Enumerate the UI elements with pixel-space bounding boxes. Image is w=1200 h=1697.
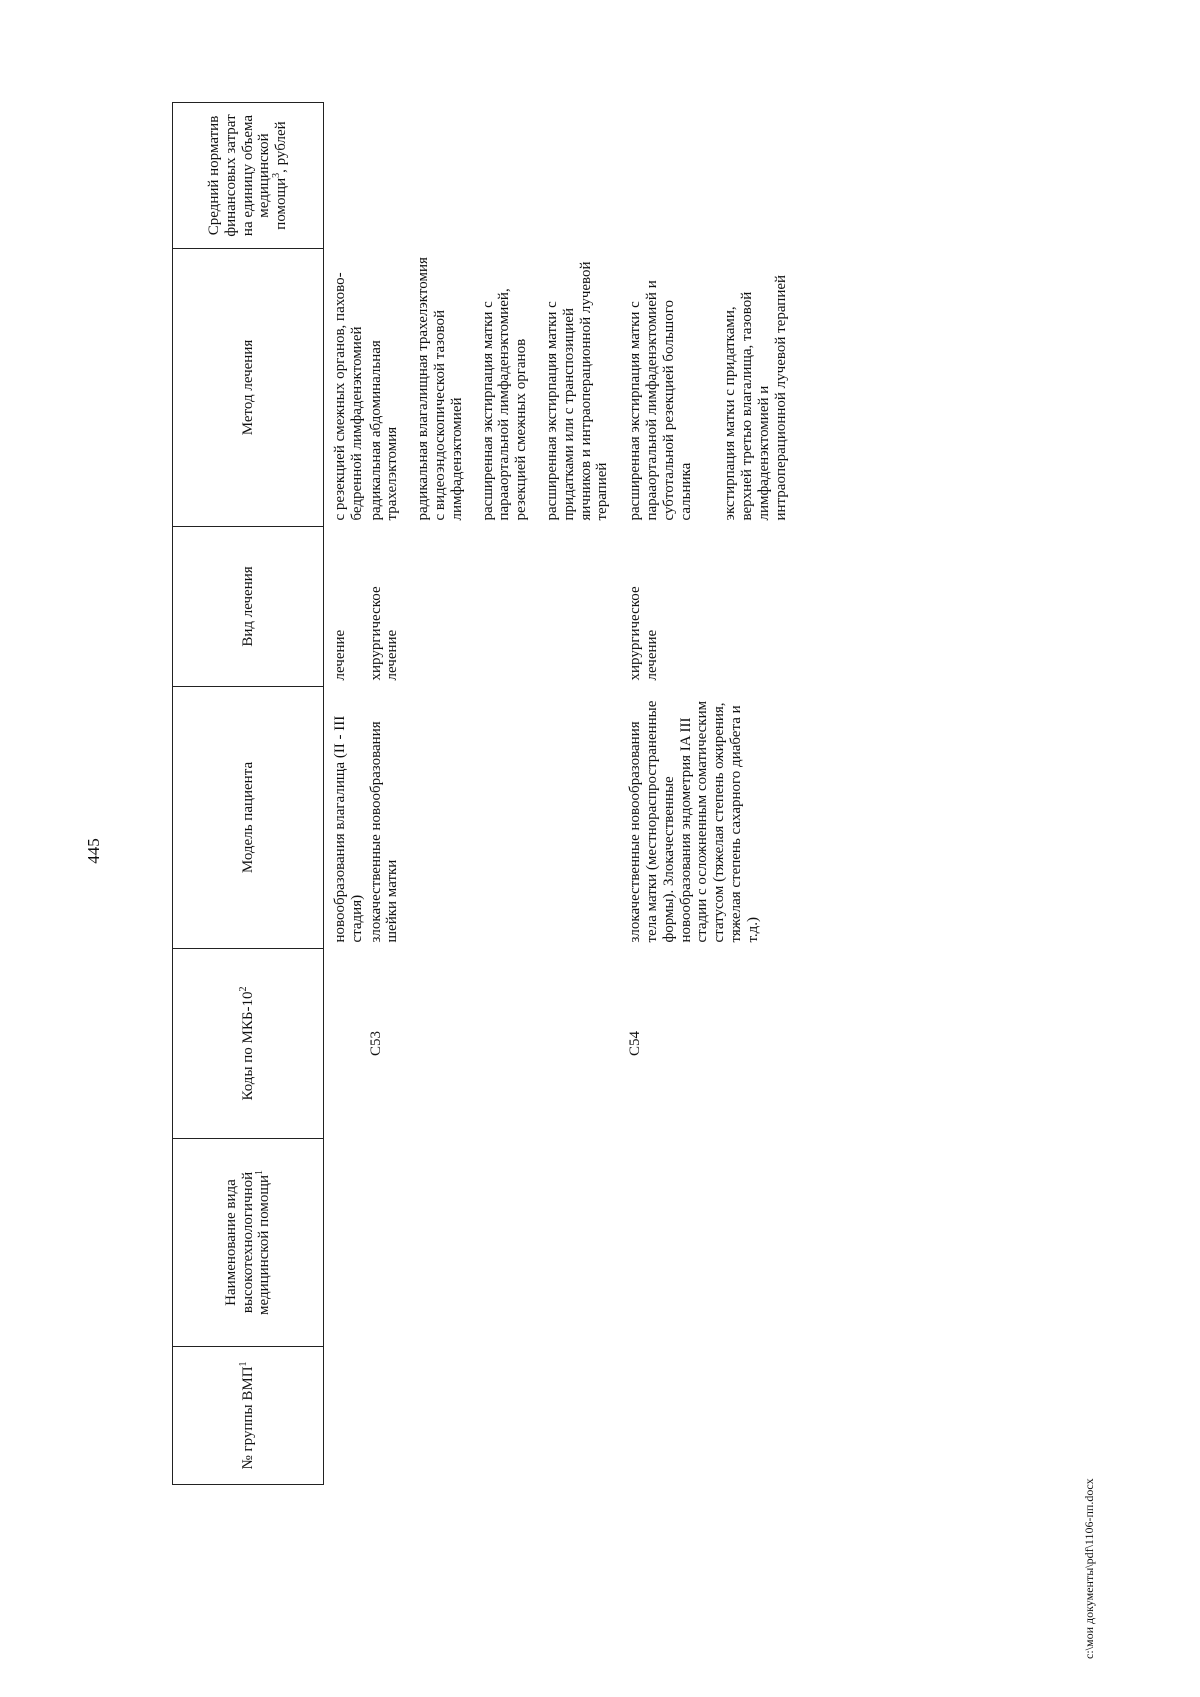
treatment-type-cell: хирургическое лечение xyxy=(627,586,660,681)
header-icd-codes: Коды по МКБ-$10^2$ xyxy=(173,949,324,1139)
treatment-type-cell: хирургическое лечение xyxy=(367,586,401,681)
table-row xyxy=(366,103,612,1485)
patient-model-cell: новообразования влагалища (II - III стадия) xyxy=(332,715,365,943)
header-treatment-method: Метод лечения xyxy=(173,249,324,527)
header-treatment-type: Вид лечения xyxy=(173,527,324,687)
header-patient-model: Модель пациента xyxy=(173,687,324,949)
page-number: 445 xyxy=(84,838,103,864)
header-avg-cost: Средний норматив финансовых затрат на единицу объема медицинской помощи$^3$, рублей xyxy=(173,103,324,249)
patient-model-cell: злокачественные новообразования тела матки (местнораспространенные формы). Злокачественные новообразования эндометрия IA III стадии с осложненным соматическим статусом (тяжелая степень ожирения, тяжелая степень сахарного диабета и т.д.) xyxy=(627,700,761,943)
icd-code-cell: C53 xyxy=(367,1031,384,1057)
method-item: расширенная экстирпация матки с парааортальной лимфаденэктомией и субтотальной резекцией большого сальника xyxy=(627,280,694,521)
method-item: экстирпация матки с придатками, верхней третью влагалища, тазовой лимфаденэктомией и интраоперационной лучевой терапией xyxy=(722,274,789,521)
treatment-type-cell: лечение xyxy=(332,629,348,681)
header-group-no: № группы ВМП$^1$ xyxy=(173,1347,324,1485)
method-item: радикальная влагалищная трахелэктомия с видеоэндоскопической тазовой лимфаденэктомией xyxy=(415,257,465,521)
treatment-method-cell xyxy=(366,249,612,527)
vmp-table xyxy=(172,102,790,1485)
table-header-row xyxy=(173,103,324,1485)
icd-code-cell: C54 xyxy=(627,1031,644,1057)
method-item: с резекцией смежных органов, пахово-бедренной лимфаденэктомией xyxy=(332,272,365,521)
patient-model-cell: злокачественные новообразования шейки матки xyxy=(367,721,401,943)
method-item: расширенная экстирпация матки с придатками или с транспозицией яичников и интраоперационной лучевой терапией xyxy=(543,261,611,521)
table-row xyxy=(324,103,366,1485)
footer-file-path: c:\мои документы\pdf\1106-пп.docx xyxy=(1082,1478,1096,1659)
treatment-method-cell xyxy=(324,249,366,527)
icd-code-cell xyxy=(324,949,366,1139)
treatment-method-cell xyxy=(611,249,789,527)
method-item: расширенная экстирпация матки с парааортальной лимфаденэктомией, резекцией смежных органов xyxy=(479,288,530,521)
method-item: радикальная абдоминальная трахелэктомия xyxy=(367,340,401,521)
header-vmp-name: Наименование вида высокотехнологичной медицинской помощи$^1$ xyxy=(173,1139,324,1347)
table-row xyxy=(611,103,789,1485)
